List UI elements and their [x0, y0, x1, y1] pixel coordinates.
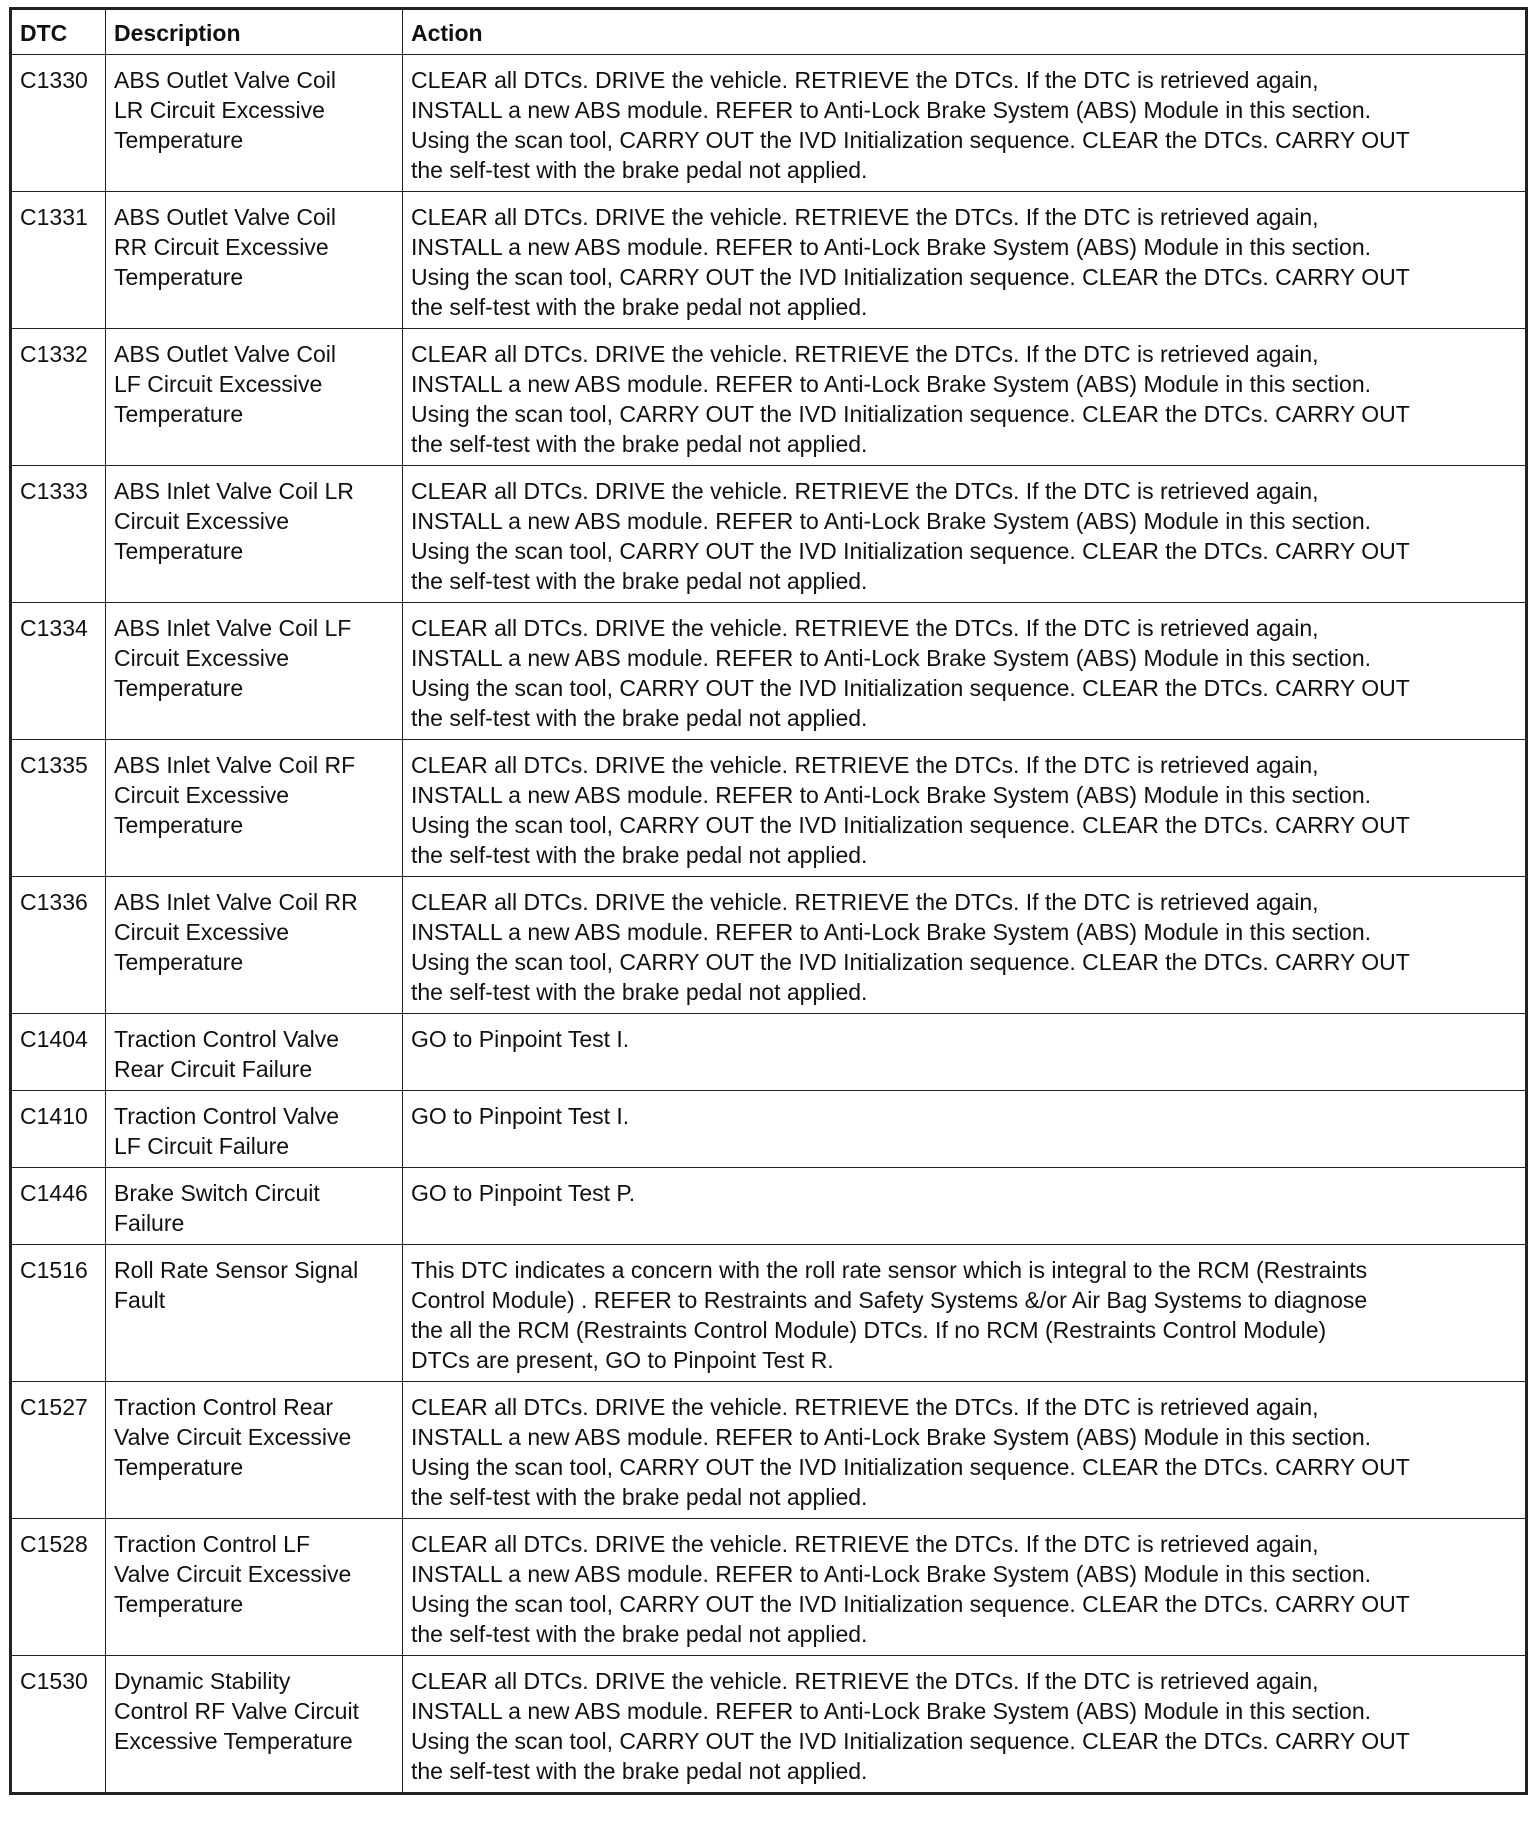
description-cell: Roll Rate Sensor Signal Fault — [106, 1245, 403, 1382]
dtc-code-cell: C1528 — [12, 1519, 106, 1656]
table-row — [12, 1656, 1526, 1793]
table-row — [12, 1382, 1526, 1519]
description-cell: Traction Control Valve Rear Circuit Failure — [106, 1014, 403, 1091]
table-row — [12, 603, 1526, 740]
description-cell: Brake Switch Circuit Failure — [106, 1168, 403, 1245]
table-body — [12, 55, 1526, 1793]
action-cell: CLEAR all DTCs. DRIVE the vehicle. RETRIEVE the DTCs. If the DTC is retrieved again, INSTALL a new ABS module. REFER to Anti-Lock Brake System (ABS) Module in this section. Using the scan tool, CARRY OUT the IVD Initialization sequence. CLEAR the DTCs. CARRY OUT the self-test with the brake pedal not applied. — [403, 1519, 1526, 1656]
dtc-code-cell: C1527 — [12, 1382, 106, 1519]
action-cell: CLEAR all DTCs. DRIVE the vehicle. RETRIEVE the DTCs. If the DTC is retrieved again, INSTALL a new ABS module. REFER to Anti-Lock Brake System (ABS) Module in this section. Using the scan tool, CARRY OUT the IVD Initialization sequence. CLEAR the DTCs. CARRY OUT the self-test with the brake pedal not applied. — [403, 877, 1526, 1014]
dtc-code-cell: C1410 — [12, 1091, 106, 1168]
action-cell: GO to Pinpoint Test I. — [403, 1014, 1526, 1091]
table-row — [12, 740, 1526, 877]
table-row — [12, 192, 1526, 329]
table-row — [12, 1245, 1526, 1382]
dtc-code-cell: C1404 — [12, 1014, 106, 1091]
table-row — [12, 1014, 1526, 1091]
dtc-code-cell: C1330 — [12, 55, 106, 192]
dtc-table — [11, 9, 1526, 1793]
table-row — [12, 1519, 1526, 1656]
table-row — [12, 466, 1526, 603]
action-cell: CLEAR all DTCs. DRIVE the vehicle. RETRIEVE the DTCs. If the DTC is retrieved again, INSTALL a new ABS module. REFER to Anti-Lock Brake System (ABS) Module in this section. Using the scan tool, CARRY OUT the IVD Initialization sequence. CLEAR the DTCs. CARRY OUT the self-test with the brake pedal not applied. — [403, 740, 1526, 877]
dtc-code-cell: C1331 — [12, 192, 106, 329]
description-cell: ABS Inlet Valve Coil LF Circuit Excessive Temperature — [106, 603, 403, 740]
header-row — [12, 10, 1526, 55]
dtc-code-cell: C1334 — [12, 603, 106, 740]
action-cell: GO to Pinpoint Test P. — [403, 1168, 1526, 1245]
description-cell: Traction Control Valve LF Circuit Failure — [106, 1091, 403, 1168]
description-cell: ABS Outlet Valve Coil LF Circuit Excessive Temperature — [106, 329, 403, 466]
action-cell: CLEAR all DTCs. DRIVE the vehicle. RETRIEVE the DTCs. If the DTC is retrieved again, INSTALL a new ABS module. REFER to Anti-Lock Brake System (ABS) Module in this section. Using the scan tool, CARRY OUT the IVD Initialization sequence. CLEAR the DTCs. CARRY OUT the self-test with the brake pedal not applied. — [403, 466, 1526, 603]
header-action: Action — [403, 10, 1526, 55]
action-cell: CLEAR all DTCs. DRIVE the vehicle. RETRIEVE the DTCs. If the DTC is retrieved again, INSTALL a new ABS module. REFER to Anti-Lock Brake System (ABS) Module in this section. Using the scan tool, CARRY OUT the IVD Initialization sequence. CLEAR the DTCs. CARRY OUT the self-test with the brake pedal not applied. — [403, 55, 1526, 192]
table-row — [12, 1168, 1526, 1245]
table-row — [12, 329, 1526, 466]
action-cell: CLEAR all DTCs. DRIVE the vehicle. RETRIEVE the DTCs. If the DTC is retrieved again, INSTALL a new ABS module. REFER to Anti-Lock Brake System (ABS) Module in this section. Using the scan tool, CARRY OUT the IVD Initialization sequence. CLEAR the DTCs. CARRY OUT the self-test with the brake pedal not applied. — [403, 329, 1526, 466]
description-cell: Traction Control LF Valve Circuit Excessive Temperature — [106, 1519, 403, 1656]
header-description: Description — [106, 10, 403, 55]
dtc-code-cell: C1446 — [12, 1168, 106, 1245]
description-cell: ABS Inlet Valve Coil LR Circuit Excessive Temperature — [106, 466, 403, 603]
table-row — [12, 877, 1526, 1014]
table-row — [12, 1091, 1526, 1168]
description-cell: Traction Control Rear Valve Circuit Excessive Temperature — [106, 1382, 403, 1519]
dtc-table-page — [11, 9, 1525, 1820]
description-cell: Dynamic Stability Control RF Valve Circuit Excessive Temperature — [106, 1656, 403, 1793]
action-cell: CLEAR all DTCs. DRIVE the vehicle. RETRIEVE the DTCs. If the DTC is retrieved again, INSTALL a new ABS module. REFER to Anti-Lock Brake System (ABS) Module in this section. Using the scan tool, CARRY OUT the IVD Initialization sequence. CLEAR the DTCs. CARRY OUT the self-test with the brake pedal not applied. — [403, 192, 1526, 329]
description-cell: ABS Outlet Valve Coil LR Circuit Excessive Temperature — [106, 55, 403, 192]
description-cell: ABS Inlet Valve Coil RF Circuit Excessive Temperature — [106, 740, 403, 877]
action-cell: CLEAR all DTCs. DRIVE the vehicle. RETRIEVE the DTCs. If the DTC is retrieved again, INSTALL a new ABS module. REFER to Anti-Lock Brake System (ABS) Module in this section. Using the scan tool, CARRY OUT the IVD Initialization sequence. CLEAR the DTCs. CARRY OUT the self-test with the brake pedal not applied. — [403, 603, 1526, 740]
description-cell: ABS Inlet Valve Coil RR Circuit Excessive Temperature — [106, 877, 403, 1014]
table-row — [12, 55, 1526, 192]
header-dtc: DTC — [12, 10, 106, 55]
action-cell: CLEAR all DTCs. DRIVE the vehicle. RETRIEVE the DTCs. If the DTC is retrieved again, INSTALL a new ABS module. REFER to Anti-Lock Brake System (ABS) Module in this section. Using the scan tool, CARRY OUT the IVD Initialization sequence. CLEAR the DTCs. CARRY OUT the self-test with the brake pedal not applied. — [403, 1656, 1526, 1793]
action-cell: This DTC indicates a concern with the roll rate sensor which is integral to the RCM (Restraints Control Module) . REFER to Restraints and Safety Systems &/or Air Bag Systems to diagnose the all the RCM (Restraints Control Module) DTCs. If no RCM (Restraints Control Module) DTCs are present, GO to Pinpoint Test R. — [403, 1245, 1526, 1382]
action-cell: CLEAR all DTCs. DRIVE the vehicle. RETRIEVE the DTCs. If the DTC is retrieved again, INSTALL a new ABS module. REFER to Anti-Lock Brake System (ABS) Module in this section. Using the scan tool, CARRY OUT the IVD Initialization sequence. CLEAR the DTCs. CARRY OUT the self-test with the brake pedal not applied. — [403, 1382, 1526, 1519]
dtc-code-cell: C1336 — [12, 877, 106, 1014]
action-cell: GO to Pinpoint Test I. — [403, 1091, 1526, 1168]
dtc-code-cell: C1333 — [12, 466, 106, 603]
dtc-code-cell: C1530 — [12, 1656, 106, 1793]
dtc-code-cell: C1335 — [12, 740, 106, 877]
dtc-code-cell: C1332 — [12, 329, 106, 466]
dtc-code-cell: C1516 — [12, 1245, 106, 1382]
description-cell: ABS Outlet Valve Coil RR Circuit Excessive Temperature — [106, 192, 403, 329]
table-header — [12, 10, 1526, 55]
